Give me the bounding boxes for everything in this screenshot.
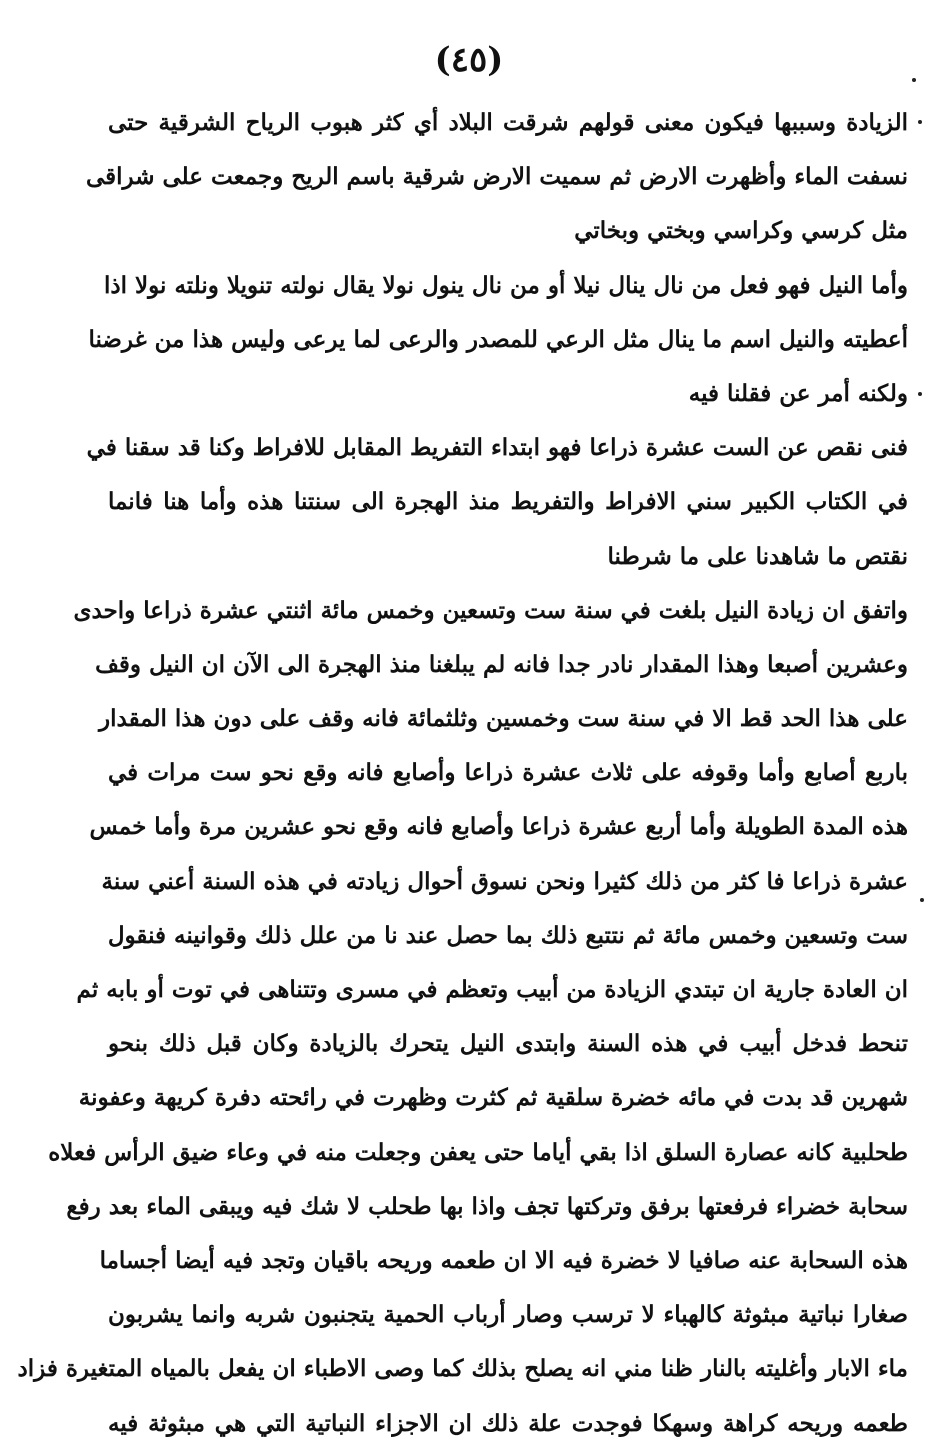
text-line: طعمه وريحه كراهة وسهكا فوجدت علة ذلك ان الاجزاء النباتية التي هي مبثوثة فيه [108,1409,908,1437]
text-line: باربع أصابع وأما وقوفه على ثلاث عشرة ذراعا وأصابع فانه وقع نحو ست مرات في [108,759,908,787]
text-line: الزيادة وسببها فيكون معنى قولهم شرقت البلاد أي كثر هبوب الرياح الشرقية حتى [108,109,908,136]
text-line: نسفت الماء وأظهرت الارض ثم سميت الارض شرقية باسم الريح وجمعت على شراقى [85,163,908,191]
text-line: تنحط فدخل أبيب في هذه السنة وابتدى النيل يتحرك بالزيادة وكان قبل ذلك بنحو [108,1030,908,1058]
page-number: (٤٥) [434,40,504,80]
text-line: ست وتسعين وخمس مائة ثم نتتبع ذلك بما حصل عند نا من علل ذلك وقوانينه فنقول [107,921,908,949]
text-line: أعطيته والنيل اسم ما ينال مثل الرعي للمصدر والرعى لما يرعى وليس هذا من غرضنا [88,325,908,353]
text-line: وعشرين أصبعا وهذا المقدار نادر جدا فانه لم يبلغنا منذ الهجرة الى الآن ان النيل وقف [95,650,908,678]
text-line: في الكتاب الكبير سني الافراط والتفريط منذ الهجرة الى سنتنا هذه وأما هنا فانما [108,488,908,516]
edge-speck [912,78,916,82]
text-line: واتفق ان زيادة النيل بلغت في سنة ست وتسعين وخمس مائة اثنتي عشرة ذراعا واحدى [73,596,908,624]
text-line: شهرين قد بدت في مائه خضرة سلقية ثم كثرت وظهرت في رائحته دفرة كريهة وعفونة [78,1084,908,1112]
text-line: وأما النيل فهو فعل من نال ينال نيلا أو من نال ينول نولا يقال نولته تنويلا ونلته نولا اذا [104,271,908,299]
body-text [17,96,908,1451]
text-line: ماء الابار وأغليته بالنار ظنا مني انه يصلح بذلك كما وصى الاطباء ان يفعل بالمياه المتغيرة فزاد [17,1355,908,1383]
text-line: ولكنه أمر عن فقلنا فيه [688,379,908,407]
edge-speck [920,898,924,902]
text-line: عشرة ذراعا فا كثر من ذلك كثيرا ونحن نسوق أحوال زيادته في هذه السنة أعني سنة [101,867,908,895]
edge-speck [918,120,922,124]
text-line: فنى نقص عن الست عشرة ذراعا فهو ابتداء التفريط المقابل للافراط وكنا قد سقنا في [86,434,908,462]
text-line: ان العادة جارية ان تبتدي الزيادة من أبيب وتعظم في مسرى وتتناهى في توت أو بابه ثم [76,976,908,1003]
text-line: صغارا نباتية مبثوثة كالهباء لا ترسب وصار أرباب الحمية يتجنبون شربه وانما يشربون [108,1301,908,1329]
edge-speck [918,392,922,396]
text-line: نقتص ما شاهدنا على ما شرطنا [607,542,908,570]
text-line: مثل كرسي وكراسي وبختي وبخاتي [574,217,908,245]
text-line: هذه السحابة عنه صافيا لا خضرة فيه الا ان طعمه وريحه باقيان وتجد فيه أيضا أجساما [99,1246,908,1274]
text-line: هذه المدة الطويلة وأما أربع عشرة ذراعا وأصابع فانه وقع نحو عشرين مرة وأما خمس [89,813,908,841]
text-line: طحلبية كانه عصارة السلق اذا بقي أياما حتى يعفن وجعلت منه في وعاء ضيق الرأس فعلاه [48,1138,908,1166]
text-line: على هذا الحد قط الا في سنة ست وخمسين وثلثمائة فانه وقف على دون هذا المقدار [99,705,908,733]
text-line: سحابة خضراء فرفعتها برفق وتركتها تجف واذا بها طحلب لا شك فيه ويبقى الماء بعد رفع [66,1192,908,1220]
